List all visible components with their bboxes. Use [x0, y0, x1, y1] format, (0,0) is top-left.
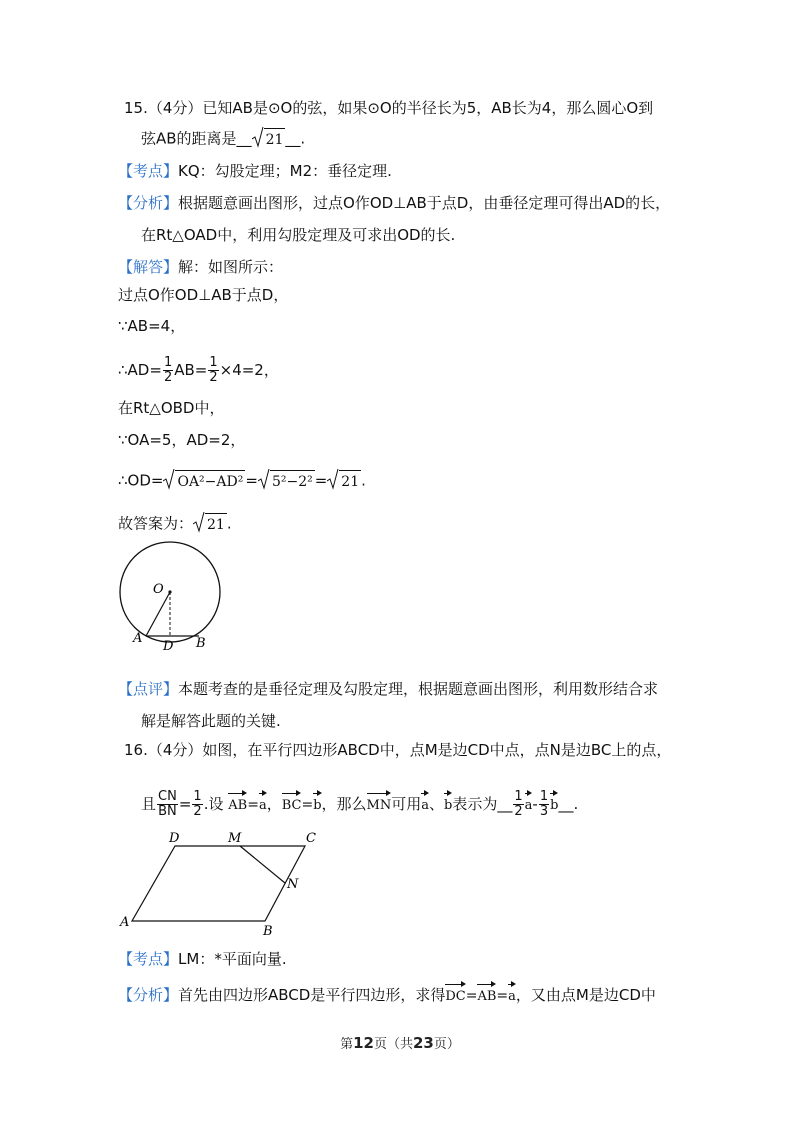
q15-kaodian-text: KQ：勾股定理；M2：垂径定理. [178, 162, 392, 180]
q16-half-fraction: $\frac{1}{2}$ [193, 789, 202, 819]
vector-AB: AB [228, 790, 247, 816]
parallelogram-ABCD [132, 846, 305, 921]
page-total: 23 [413, 1034, 434, 1052]
q15-radical-final: 21 [193, 513, 227, 535]
vector-DC: DC [445, 981, 465, 1007]
answer-vector-b: b [550, 790, 558, 816]
q15-dianping-line1 [118, 679, 658, 699]
q16-end: __. [558, 795, 579, 813]
q16-fenxi-eq2: = [496, 988, 509, 1004]
label-N: N [287, 877, 299, 892]
q15-line2-pre: 弦AB的距离是__ [141, 129, 252, 148]
segment-OA [146, 592, 170, 636]
q16-eq-a: = [247, 797, 259, 813]
q15-step4: 在Rt△OBD中， [118, 399, 225, 417]
q16-answer-frac1: $\frac{1}{2}$ [514, 789, 523, 819]
q16-ratio-fraction: $\frac{CN}{BN}$ [158, 789, 177, 819]
q15-fenxi-text1: 根据题意画出图形，过点O作OD⊥AB于点D，由垂径定理可得出AD的长， [178, 194, 671, 212]
q15-fenxi-line2: 在Rt△OAD中，利用勾股定理及可求出OD的长. [141, 226, 456, 244]
footer-post: 页） [433, 1037, 460, 1052]
q15-step6-eq2: = [314, 471, 328, 490]
q15-step6-post: . [361, 471, 366, 490]
label-O: O [153, 582, 164, 597]
q15-line1: 15.（4分）已知AB是⊙O的弦，如果⊙O的半径长为5，AB长为4，那么圆心O到 [124, 99, 654, 117]
q15-radical-2: 5²−2² [258, 470, 315, 492]
label-C: C [306, 831, 316, 846]
q15-dianping-text1: 本题考查的是垂径定理及勾股定理，根据题意画出图形，利用数形结合求 [178, 680, 659, 698]
vector-a-3: a [508, 981, 516, 1007]
q15-step3-pre: ∴AD= [118, 361, 162, 379]
segment-MN [240, 846, 285, 883]
q15-radical-3: 21 [327, 470, 361, 492]
q15-line2-post: __. [285, 129, 306, 148]
q16-line1: 16.（4分）如图，在平行四边形ABCD中，点M是边CD中点，点N是边BC上的点， [124, 741, 672, 759]
vector-b-2: b [444, 790, 452, 816]
label-B: B [196, 636, 206, 651]
vector-AB-2: AB [477, 981, 496, 1007]
q15-fenxi-line1 [118, 193, 670, 213]
q15-step3-post: ×4=2， [219, 361, 279, 379]
q15-step6-eq1: = [245, 471, 258, 490]
q15-fraction-half-2: $\frac{1}{2}$ [209, 355, 218, 385]
q15-step2: ∵AB=4， [118, 317, 186, 335]
q16-answer-frac2: $\frac{1}{3}$ [539, 789, 549, 819]
label-D: D [169, 831, 180, 846]
q15-jieda-tag: 【解答】 [118, 258, 179, 276]
footer-pre: 第 [340, 1037, 354, 1052]
q15-answer-radical: 21 [252, 128, 286, 150]
q16-fenxi-pre: 首先由四边形ABCD是平行四边形，求得 [178, 986, 446, 1004]
q16-fenxi-post: ，又由点M是边CD中 [515, 986, 656, 1004]
q15-dianping-tag: 【点评】 [118, 680, 179, 698]
q15-step1: 过点O作OD⊥AB于点D， [118, 286, 289, 304]
vector-a-2: a [421, 790, 429, 816]
q16-kaodian [118, 949, 287, 969]
q15-step5: ∵OA=5，AD=2， [118, 431, 246, 449]
q16-comma: ， [266, 795, 282, 813]
q16-eq-b: = [301, 797, 314, 813]
q15-step7-post: . [226, 514, 232, 533]
q15-jieda-text: 解：如图所示： [178, 258, 284, 276]
vector-MN: MN [367, 790, 392, 816]
label-M: M [228, 831, 242, 846]
q15-step3 [118, 356, 279, 385]
footer-mid: 页（共 [373, 1037, 413, 1052]
q16-fenxi-eq1: = [465, 988, 478, 1004]
vector-a: a [259, 790, 267, 816]
q15-step6-pre: ∴OD= [118, 471, 164, 490]
q16-fenxi [118, 981, 656, 1007]
q15-line2 [141, 128, 305, 150]
q15-dianping-line2: 解是解答此题的关键. [141, 712, 281, 730]
q15-kaodian [118, 161, 392, 181]
q15-step6 [118, 470, 366, 492]
center-point [168, 590, 171, 593]
q16-mid: ，那么 [321, 795, 367, 813]
q16-she: .设 [203, 795, 224, 813]
q16-fenxi-tag: 【分析】 [118, 986, 179, 1004]
q15-jieda [118, 257, 283, 277]
vector-BC: BC [282, 790, 302, 816]
q15-fraction-half: $\frac{1}{2}$ [163, 355, 173, 385]
q16-line2 [141, 790, 578, 819]
q16-answer-minus: - [532, 795, 538, 813]
q15-fenxi-tag: 【分析】 [118, 194, 179, 212]
q16-kaodian-tag: 【考点】 [118, 950, 179, 968]
q15-step3-mid: AB= [174, 361, 208, 379]
circle-figure [112, 540, 252, 660]
label-A: A [120, 915, 130, 930]
q15-step7 [118, 513, 232, 535]
label-B: B [263, 924, 273, 938]
q16-dun: 、 [429, 795, 445, 813]
q16-kaodian-text: LM：*平面向量. [178, 950, 287, 968]
q15-step7-pre: 故答案为： [118, 514, 194, 533]
q16-qie: 且 [141, 795, 157, 813]
q15-kaodian-tag: 【考点】 [118, 162, 179, 180]
label-D: D [163, 639, 174, 654]
q15-radical-1: OA²−AD² [163, 470, 245, 492]
page-number: 12 [353, 1034, 374, 1052]
answer-vector-a: a [525, 790, 533, 816]
parallelogram-figure [115, 828, 330, 938]
vector-b: b [313, 790, 321, 816]
q16-eq: = [178, 795, 192, 813]
q16-biao: 表示为__ [452, 795, 513, 813]
page-footer [0, 1033, 800, 1052]
q16-keyong: 可用 [391, 795, 422, 813]
label-A: A [133, 631, 143, 646]
